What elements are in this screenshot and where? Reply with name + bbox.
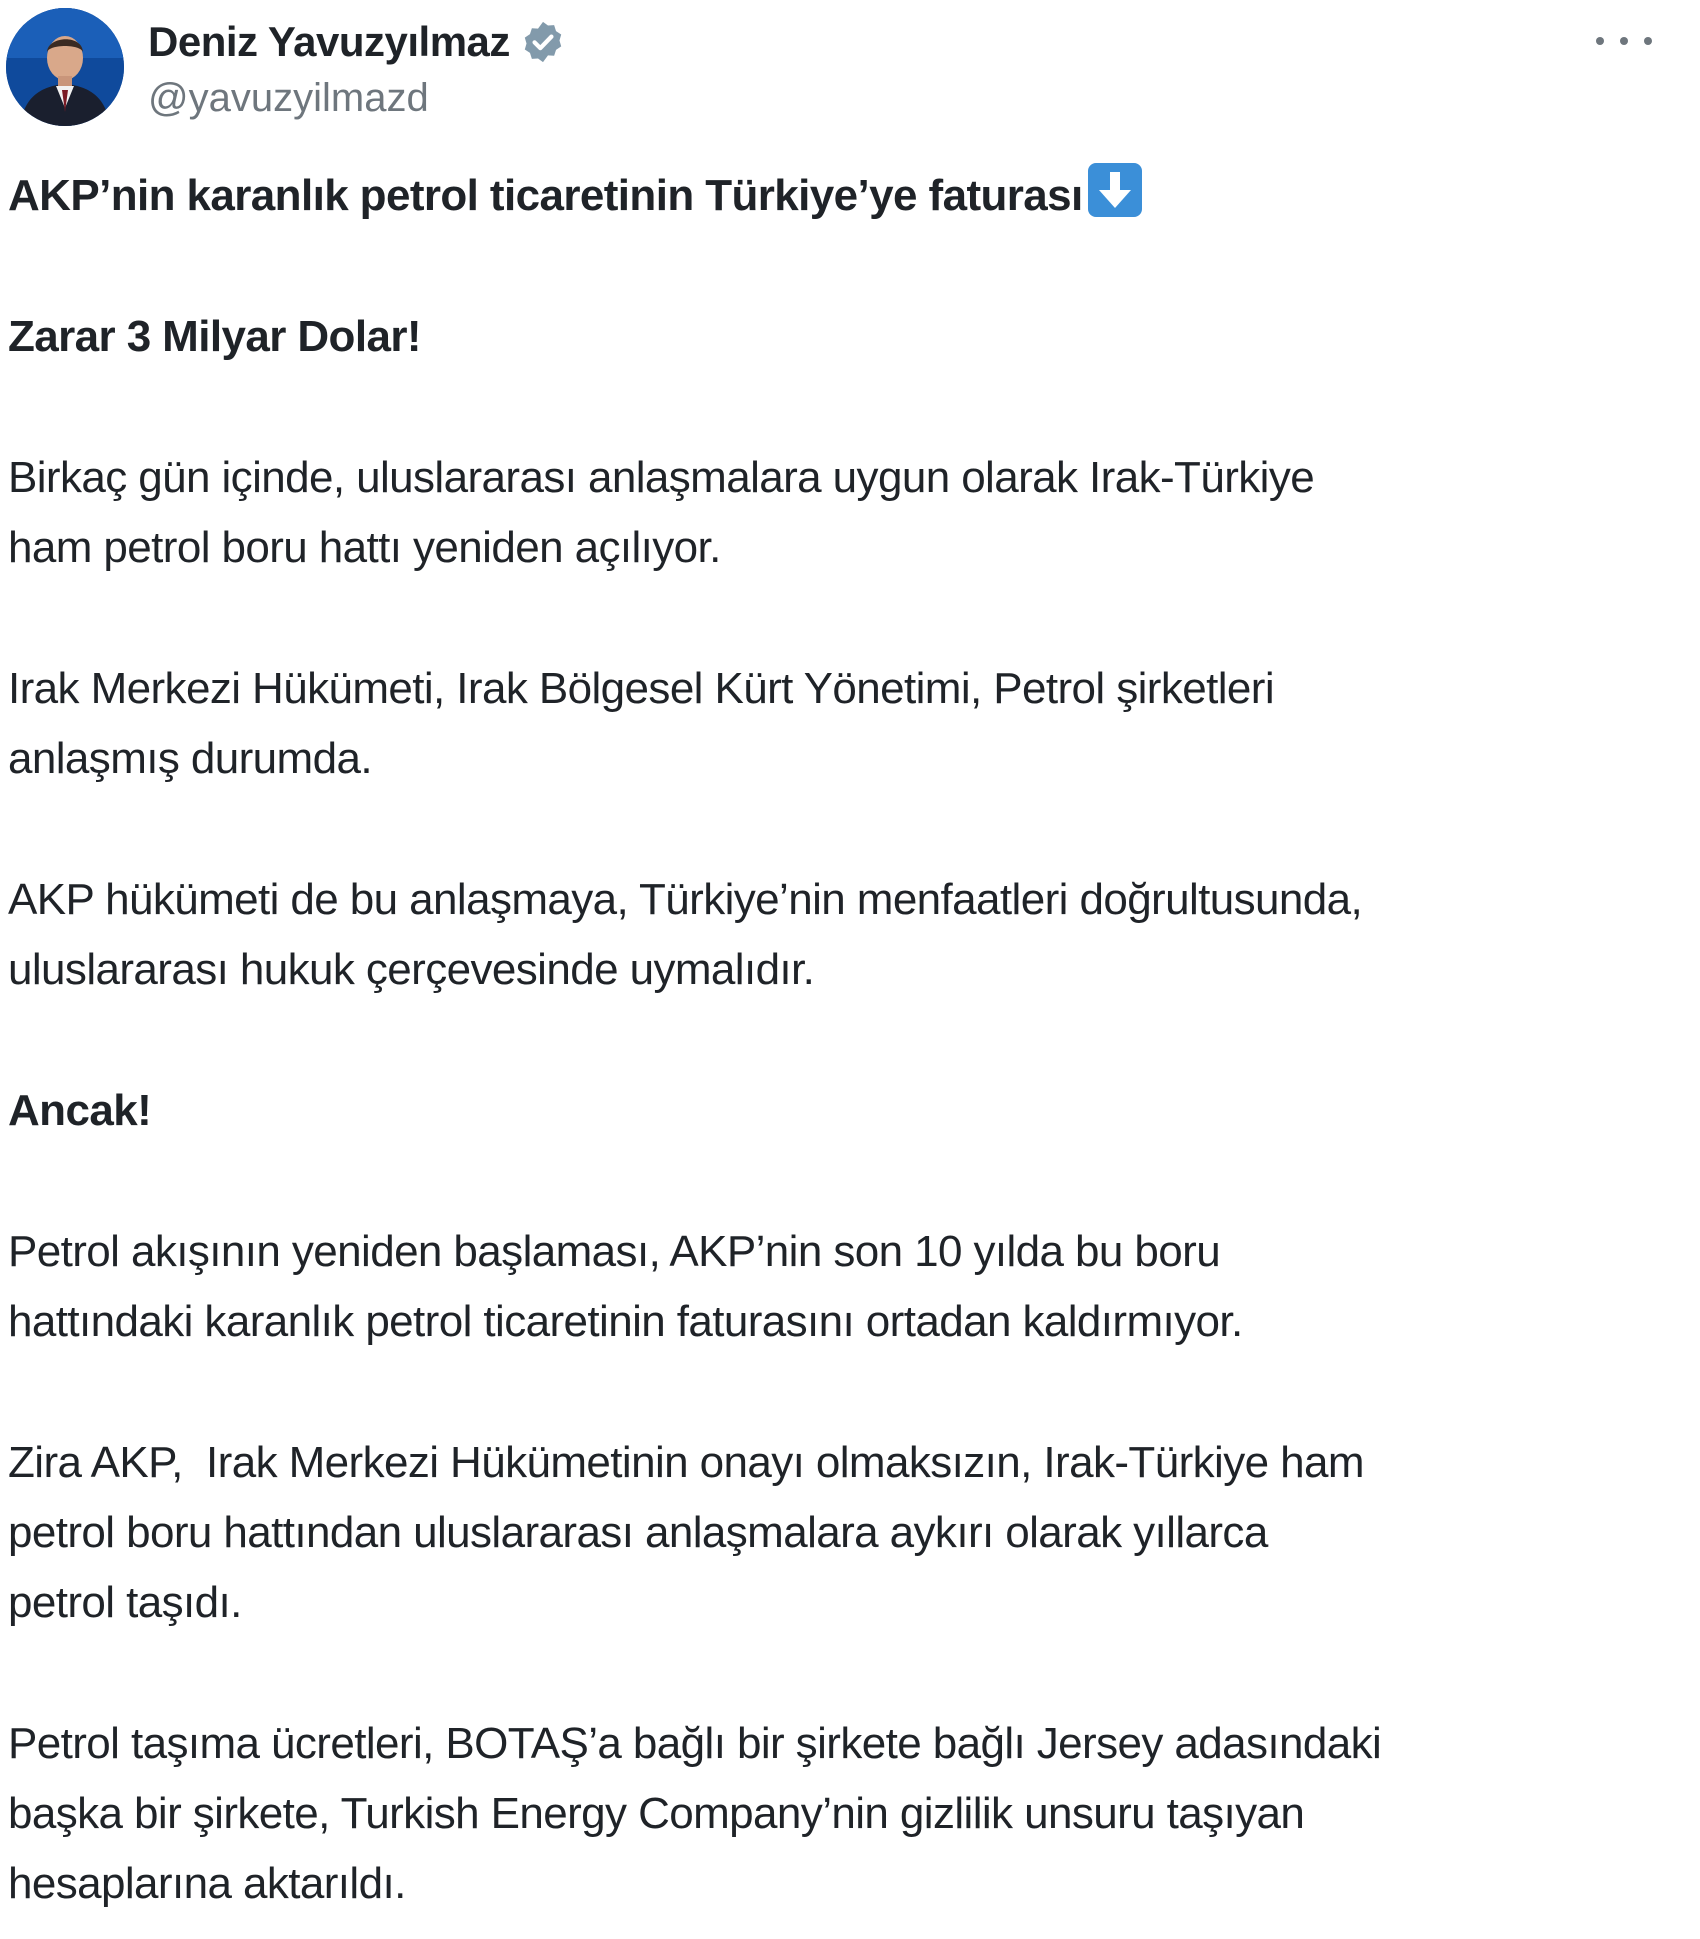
spacer: [8, 583, 1688, 654]
verified-badge-icon[interactable]: [520, 19, 566, 65]
spacer: [8, 1005, 1688, 1076]
user-handle[interactable]: @yavuzyilmazd: [148, 76, 429, 120]
more-options-icon[interactable]: [1596, 26, 1652, 56]
paragraph-5: Zira AKP, Irak Merkezi Hükümetinin onayı olmaksızın, Irak-Türkiye ham petrol boru hattından uluslararası anlaşmalara aykırı olarak yıllarca petrol taşıdı.: [8, 1438, 1364, 1627]
display-name-row: [148, 14, 1048, 70]
paragraph-6: Petrol taşıma ücretleri, BOTAŞ’a bağlı bir şirkete bağlı Jersey adasındaki başka bir şirkete, Turkish Energy Company’nin gizlilik unsuru taşıyan hesaplarına aktarıldı.: [8, 1719, 1382, 1908]
avatar[interactable]: [6, 8, 124, 126]
tweet-title: [8, 160, 1688, 231]
down-arrow-emoji-icon: [1085, 160, 1145, 220]
author-block: [148, 14, 1048, 121]
spacer: [8, 1357, 1688, 1428]
spacer: [8, 372, 1688, 443]
display-name[interactable]: Deniz Yavuzyılmaz: [148, 18, 510, 65]
avatar-image: [6, 8, 124, 126]
paragraph-3: AKP hükümeti de bu anlaşmaya, Türkiye’nin menfaatleri doğrultusunda, uluslararası hukuk çerçevesinde uymalıdır.: [8, 875, 1363, 994]
tweet-header: [6, 8, 1686, 128]
tweet-title-text: AKP’nin karanlık petrol ticaretinin Türkiye’ye faturası: [8, 171, 1083, 220]
paragraph-1: Birkaç gün içinde, uluslararası anlaşmalara uygun olarak Irak-Türkiye ham petrol boru hattı yeniden açılıyor.: [8, 453, 1315, 572]
ancak-heading: Ancak!: [8, 1086, 152, 1135]
spacer: [8, 1638, 1688, 1709]
spacer: [8, 231, 1688, 302]
paragraph-2: Irak Merkezi Hükümeti, Irak Bölgesel Kürt Yönetimi, Petrol şirketleri anlaşmış durumda.: [8, 664, 1275, 783]
paragraph-4: Petrol akışının yeniden başlaması, AKP’nin son 10 yılda bu boru hattındaki karanlık petrol ticaretinin faturasını ortadan kaldırmıyor.: [8, 1227, 1243, 1346]
tweet-body: [8, 160, 1688, 1919]
spacer: [8, 794, 1688, 865]
more-dot: [1620, 37, 1628, 45]
more-dot: [1596, 37, 1604, 45]
spacer: [8, 1146, 1688, 1217]
headline: Zarar 3 Milyar Dolar!: [8, 312, 421, 361]
more-dot: [1644, 37, 1652, 45]
